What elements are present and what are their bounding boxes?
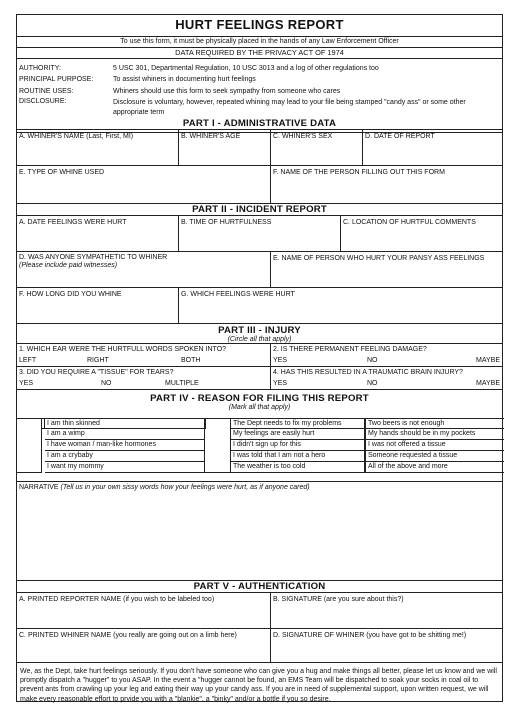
q2-option-yes[interactable]: YES	[273, 357, 288, 364]
reason-item: The Dept needs to fix my problems	[230, 418, 365, 429]
q3-option-no[interactable]: NO	[101, 380, 112, 387]
whine-type-label: E. TYPE OF WHINE USED	[19, 169, 105, 176]
reason-item: My feelings are easily hurt	[230, 429, 365, 440]
q3-field	[17, 367, 271, 389]
offender-name-label: E. NAME OF PERSON WHO HURT YOUR PANSY ASS FEELINGS	[273, 255, 485, 262]
disclosure-value: Disclosure is voluntary, however, repeated whining may lead to your file being stamped "candy ass" or some other appropriate term	[113, 99, 466, 116]
form-filler-name-field[interactable]	[271, 166, 502, 203]
whiner-age-label: B. WHINER'S AGE	[181, 133, 241, 140]
reason-row	[17, 440, 502, 451]
hurt-location-label: C. LOCATION OF HURTFUL COMMENTS	[343, 219, 476, 226]
part5-row1	[17, 593, 502, 629]
whiner-printed-name-field[interactable]	[17, 629, 271, 662]
privacy-heading: DATA REQUIRED BY THE PRIVACY ACT OF 1974	[175, 48, 344, 57]
whiner-printed-name-label: C. PRINTED WHINER NAME (you really are going out on a limb here)	[19, 632, 237, 639]
report-date-field[interactable]	[363, 130, 502, 165]
q4-label: 4. HAS THIS RESULTED IN A TRAUMATIC BRAIN INJURY?	[273, 369, 463, 376]
whiner-sex-label: C. WHINER'S SEX	[273, 133, 333, 140]
reason-item: I am a wimp	[45, 429, 205, 440]
reason-item: The weather is too cold	[230, 462, 365, 473]
part2-row1	[17, 216, 502, 252]
hurt-time-label: B. TIME OF HURTFULNESS	[181, 219, 272, 226]
authority-label: AUTHORITY:	[19, 65, 62, 72]
hurt-time-field[interactable]	[179, 216, 341, 251]
q4-field	[271, 367, 502, 389]
sympathy-note: (Please include paid witnesses)	[19, 262, 118, 270]
part1-row1	[17, 130, 502, 166]
hurt-date-field[interactable]	[17, 216, 179, 251]
report-date-label: D. DATE OF REPORT	[365, 133, 435, 140]
part5-heading-row	[17, 581, 502, 593]
routine-uses-label: ROUTINE USES:	[19, 88, 74, 95]
q1-option-both[interactable]: BOTH	[181, 357, 201, 364]
part4-heading-row	[17, 393, 502, 415]
footer-block	[17, 663, 502, 703]
reporter-signature-field[interactable]	[271, 593, 502, 628]
privacy-row	[17, 48, 502, 59]
checkbox-column-2[interactable]	[205, 418, 230, 473]
whiner-signature-label: D. SIGNATURE OF WHINER (you have got to be shitting me!)	[273, 632, 467, 639]
reason-item: I am thin skinned	[45, 418, 205, 429]
q3-option-yes[interactable]: YES	[19, 380, 34, 387]
part5-heading: PART V - AUTHENTICATION	[193, 581, 326, 592]
part1-row2	[17, 166, 502, 204]
q4-option-maybe[interactable]: MAYBE	[476, 380, 500, 387]
q1-label: 1. WHICH EAR WERE THE HURTFULL WORDS SPOKEN INTO?	[19, 346, 227, 353]
form-title-row	[17, 15, 502, 37]
q1-option-left[interactable]: LEFT	[19, 357, 37, 364]
q2-label: 2. IS THERE PERMANENT FEELING DAMAGE?	[273, 346, 427, 353]
sympathy-field[interactable]	[17, 252, 271, 287]
disclosure-label: DISCLOSURE:	[19, 98, 67, 105]
routine-uses-value: Whiners should use this form to seek sympathy from someone who cares	[113, 88, 341, 95]
whiner-name-label: A. WHINER'S NAME (Last, First, MI)	[19, 133, 134, 140]
footer-text: We, as the Dept, take hurt feelings seriously. If you don't have someone who can give you a hug and make things all better, please let us know and we will promptly dispatch a "hugger" to you ASAP. In the event a "hugger cannot be found, an EMS Team will be dispatched to soak your socks in coal oil to prevent ants from crawling up your leg and eating their way up your candy ass. If you are in need of supplemental support, upon written request, we will make every reasonable effort to prvide you with a "blankie", a "binky" and/or a bottle if you so desire.	[20, 668, 497, 703]
narrative-caption	[17, 482, 502, 494]
whiner-age-field[interactable]	[179, 130, 271, 165]
reason-item: I am a crybaby	[45, 451, 205, 462]
reporter-signature-label: B. SIGNATURE (are you sure about this?)	[273, 596, 404, 603]
part4-instruction: (Mark all that apply)	[228, 404, 291, 411]
whiner-signature-field[interactable]	[271, 629, 502, 662]
checkbox-column-left[interactable]	[17, 418, 41, 473]
part4-heading: PART IV - REASON FOR FILING THIS REPORT	[150, 393, 369, 404]
hurt-feelings-form	[16, 14, 503, 702]
part1-heading: PART I - ADMINISTRATIVE DATA	[182, 118, 337, 129]
reporter-name-label: A. PRINTED REPORTER NAME (if you wish to be labeled too)	[19, 596, 215, 603]
reason-item: All of the above and more	[365, 462, 504, 473]
narrative-label: NARRATIVE	[19, 484, 59, 491]
purpose-value: To assist whiners in documenting hurt feelings	[113, 76, 256, 83]
reason-item: I have woman / man-like hormones	[45, 440, 205, 451]
reporter-name-field[interactable]	[17, 593, 271, 628]
part2-row3	[17, 288, 502, 324]
reason-item: Two beers is not enough	[365, 418, 504, 429]
q2-option-maybe[interactable]: MAYBE	[476, 357, 500, 364]
reason-item: I didn't sign up for this	[230, 440, 365, 451]
purpose-label: PRINCIPAL PURPOSE:	[19, 76, 94, 83]
intro-text: To use this form, it must be physically placed in the hands of any Law Enforcement Officer	[120, 38, 399, 45]
reason-item: Someone requested a tissue	[365, 451, 504, 462]
reason-row	[17, 451, 502, 462]
form-title: HURT FEELINGS REPORT	[175, 17, 344, 32]
q4-option-yes[interactable]: YES	[273, 380, 288, 387]
whine-duration-field[interactable]	[17, 288, 179, 323]
reason-item: I was not offered a tissue	[365, 440, 504, 451]
reason-item: I want my mommy	[45, 462, 205, 473]
part3-row1	[17, 344, 502, 367]
reason-item: My hands should be in my pockets	[365, 429, 504, 440]
part1-heading-row	[17, 118, 502, 130]
part2-heading: PART II - INCIDENT REPORT	[192, 204, 327, 215]
reason-checklist	[17, 418, 502, 475]
checkbox-column-1[interactable]	[41, 418, 45, 473]
intro-row	[17, 37, 502, 48]
q4-option-no[interactable]: NO	[367, 380, 378, 387]
part3-instruction: (Circle all that apply)	[227, 336, 292, 343]
part5-row2	[17, 629, 502, 663]
part2-row2	[17, 252, 502, 288]
offender-name-field[interactable]	[271, 252, 502, 287]
part3-heading: PART III - INJURY	[218, 325, 301, 336]
whiner-sex-field[interactable]	[271, 130, 363, 165]
part2-heading-row	[17, 204, 502, 216]
q2-field	[271, 344, 502, 366]
reason-row	[17, 462, 502, 473]
narrative-note: (Tell us in your own sissy words how your feelings were hurt, as if anyone cared)	[60, 484, 310, 491]
reason-item: I was told that I am not a hero	[230, 451, 365, 462]
hurt-feelings-label: G. WHICH FEELINGS WERE HURT	[181, 291, 295, 298]
whiner-name-field[interactable]	[17, 130, 179, 165]
part3-row2	[17, 367, 502, 390]
sympathy-label: D. WAS ANYONE SYMPATHETIC TO WHINER	[19, 254, 168, 261]
narrative-field[interactable]	[17, 481, 502, 581]
whine-type-field[interactable]	[17, 166, 271, 203]
hurt-feelings-field[interactable]	[179, 288, 502, 323]
authority-value: 5 USC 301, Departmental Regulation, 10 USC 3013 and a log of other regulations too	[113, 65, 379, 72]
reason-row	[17, 429, 502, 440]
q1-field	[17, 344, 271, 366]
hurt-date-label: A. DATE FEELINGS WERE HURT	[19, 219, 127, 226]
q3-option-multiple[interactable]: MULTIPLE	[165, 380, 199, 387]
q1-option-right[interactable]: RIGHT	[87, 357, 109, 364]
form-filler-name-label: F. NAME OF THE PERSON FILLING OUT THIS FORM	[273, 169, 445, 176]
q2-option-no[interactable]: NO	[367, 357, 378, 364]
q3-label: 3. DID YOU REQUIRE A "TISSUE" FOR TEARS?	[19, 369, 174, 376]
reason-row	[17, 418, 502, 429]
hurt-location-field[interactable]	[341, 216, 502, 251]
whine-duration-label: F. HOW LONG DID YOU WHINE	[19, 291, 122, 298]
part3-heading-row	[17, 324, 502, 344]
